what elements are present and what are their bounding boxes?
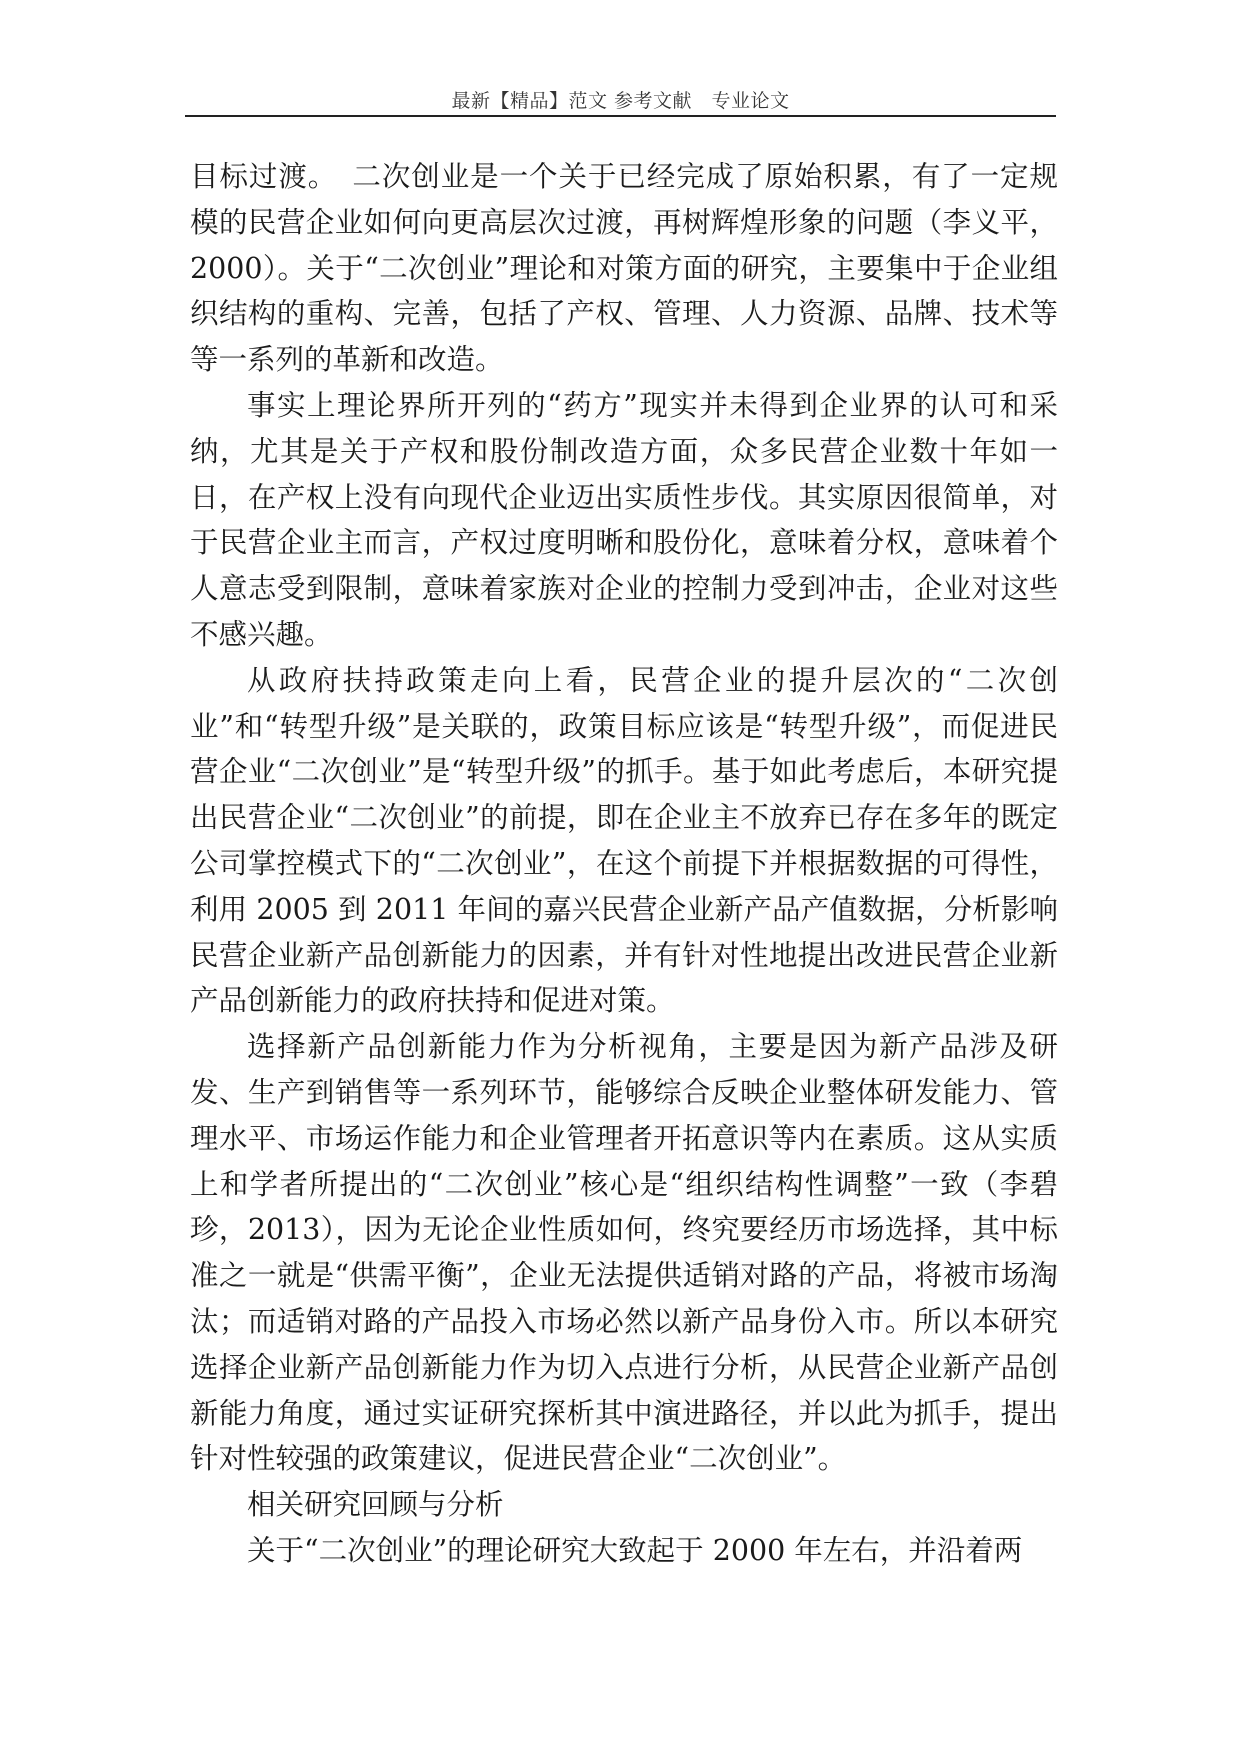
- header-divider: [185, 115, 1056, 117]
- paragraph: 事实上理论界所开列的“药方”现实并未得到企业界的认可和采纳，尤其是关于产权和股份制改造方面，众多民营企业数十年如一日，在产权上没有向现代企业迈出实质性步伐。其实原因很简单，对于民营企业主而言，产权过度明晰和股份化，意味着分权，意味着个人意志受到限制，意味着家族对企业的控制力受到冲击，企业对这些不感兴趣。: [190, 388, 1058, 651]
- paragraph: 从政府扶持政策走向上看，民营企业的提升层次的“二次创业”和“转型升级”是关联的，政策目标应该是“转型升级”，而促进民营企业“二次创业”是“转型升级”的抓手。基于如此考虑后，本研究提出民营企业“二次创业”的前提，即在企业主不放弃已存在多年的既定公司掌控模式下的“二次创业”，在这个前提下并根据数据的可得性，利用 2005 到 2011 年间的嘉兴民营企业新产品产值数据，分析影响民营企业新产品创新能力的因素，并有针对性地提出改进民营企业新产品创新能力的政府扶持和促进对策。: [190, 663, 1058, 1018]
- document-body: [190, 154, 1058, 1574]
- page-header: 最新【精品】范文 参考文献 专业论文: [451, 90, 790, 112]
- paragraph-continuation: 目标过渡。 二次创业是一个关于已经完成了原始积累，有了一定规模的民营企业如何向更高层次过渡，再树辉煌形象的问题（李义平，2000）。关于“二次创业”理论和对策方面的研究，主要集中于企业组织结构的重构、完善，包括了产权、管理、人力资源、品牌、技术等等一系列的革新和改造。: [190, 160, 1058, 377]
- paragraph: 关于“二次创业”的理论研究大致起于 2000 年左右，并沿着两: [247, 1533, 1023, 1567]
- paragraph: 选择新产品创新能力作为分析视角，主要是因为新产品涉及研发、生产到销售等一系列环节，能够综合反映企业整体研发能力、管理水平、市场运作能力和企业管理者开拓意识等内在素质。这从实质上和学者所提出的“二次创业”核心是“组织结构性调整”一致（李碧珍，2013），因为无论企业性质如何，终究要经历市场选择，其中标准之一就是“供需平衡”，企业无法提供适销对路的产品，将被市场淘汰；而适销对路的产品投入市场必然以新产品身份入市。所以本研究选择企业新产品创新能力作为切入点进行分析，从民营企业新产品创新能力角度，通过实证研究探析其中演进路径，并以此为抓手，提出针对性较强的政策建议，促进民营企业“二次创业”。: [190, 1030, 1058, 1476]
- section-heading: 相关研究回顾与分析: [247, 1488, 504, 1522]
